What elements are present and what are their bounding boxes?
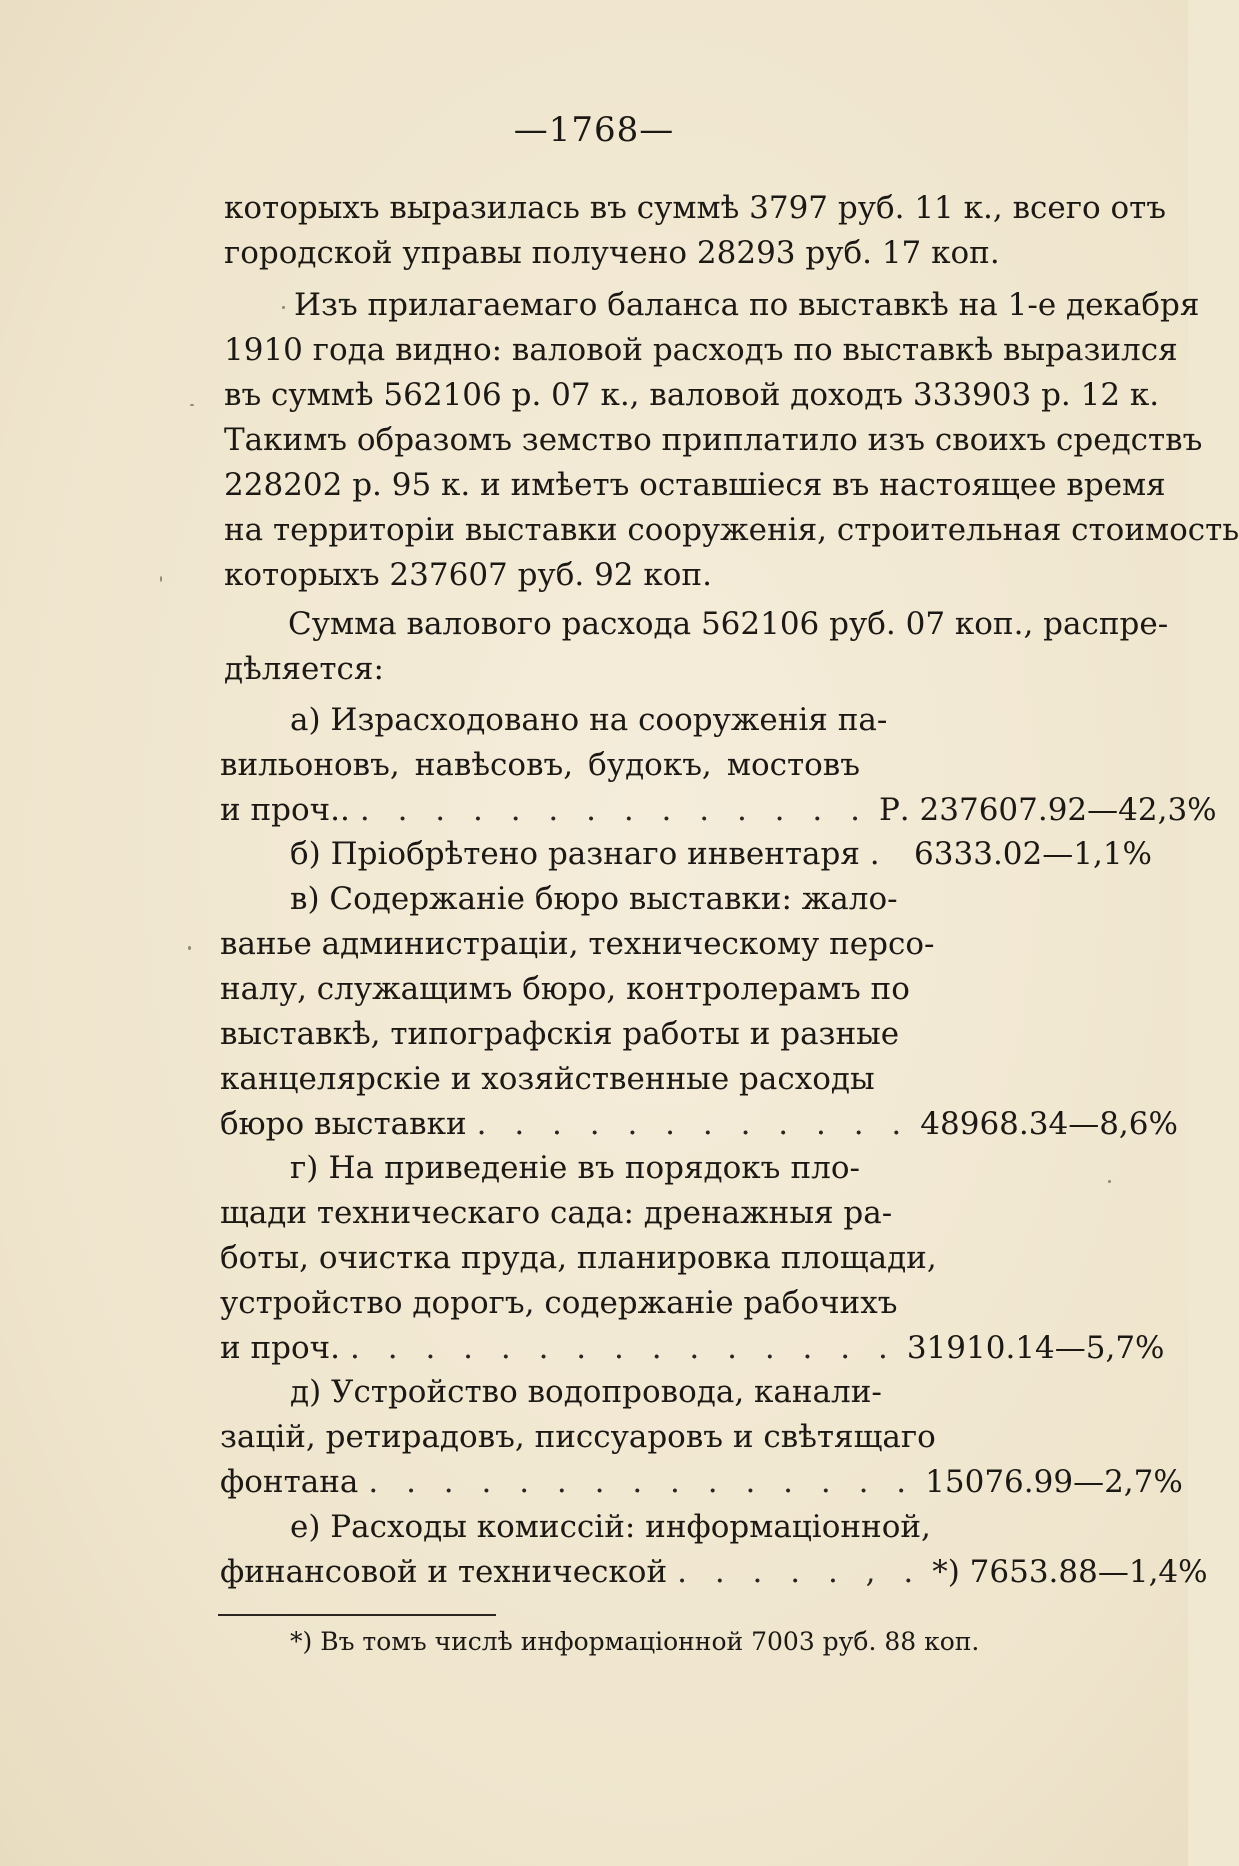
item-text-line: бюро выставки xyxy=(220,1106,467,1142)
item-text-line: и проч. xyxy=(220,1330,341,1366)
text-line: 1910 года видно: валовой расходъ по выставкѣ выразился xyxy=(224,332,1178,368)
item-text-line: налу, служащимъ бюро, контролерамъ по xyxy=(220,971,910,1007)
paper-speck xyxy=(190,404,194,406)
leader-dots: . . . . . . . . . . . . xyxy=(476,1106,911,1142)
item-text-line: ванье администраціи, техническому персо- xyxy=(220,926,935,962)
text-line: Изъ прилагаемаго баланса по выставкѣ на 1-е декабря xyxy=(294,287,1200,323)
leader-dots: . . . . . , . xyxy=(677,1554,923,1590)
item-total-row xyxy=(220,1326,1165,1371)
item-text-line: д) Устройство водопровода, канали- xyxy=(290,1374,882,1410)
paper-speck xyxy=(188,946,191,950)
paper-speck xyxy=(1108,1180,1111,1183)
item-text-line: выставкѣ, типографскія работы и разные xyxy=(220,1016,900,1052)
expense-item-e xyxy=(220,1505,1208,1595)
item-amount: Р. 237607.92—42,3% xyxy=(878,792,1217,828)
footnote-rule xyxy=(218,1614,496,1616)
item-total-row xyxy=(220,1460,1183,1505)
item-amount: *) 7653.88—1,4% xyxy=(932,1554,1208,1590)
item-total-row xyxy=(220,1102,1178,1147)
expense-item-b xyxy=(220,832,1152,877)
item-text-line: щади техническаго сада: дренажныя ра- xyxy=(220,1195,893,1231)
item-total-row xyxy=(220,1550,1208,1595)
item-text-line: фонтана xyxy=(220,1464,359,1500)
paragraph-balance xyxy=(224,283,1239,598)
footnote: *) Въ томъ числѣ информаціонной 7003 руб. 88 коп. xyxy=(290,1627,980,1656)
item-text-line: финансовой и технической xyxy=(220,1554,668,1590)
text-line: 228202 р. 95 к. и имѣетъ оставшіеся въ настоящее время xyxy=(224,467,1166,503)
item-text-line: канцелярскіе и хозяйственные расходы xyxy=(220,1061,875,1097)
expense-item-g xyxy=(220,1146,1165,1371)
item-amount: 31910.14—5,7% xyxy=(906,1330,1165,1366)
text-line: въ суммѣ 562106 р. 07 к., валовой доходъ 333903 р. 12 к. xyxy=(224,377,1160,413)
item-text-line: устройство дорогъ, содержаніе рабочихъ xyxy=(220,1285,898,1321)
text-line: Такимъ образомъ земство приплатило изъ своихъ средствъ xyxy=(224,422,1203,458)
item-total-row xyxy=(220,832,1152,877)
item-text-line: а) Израсходовано на сооруженія па- xyxy=(290,702,888,738)
text-line: которыхъ 237607 руб. 92 коп. xyxy=(224,557,712,593)
text-line: на территоріи выставки сооруженія, строительная стоимость xyxy=(224,512,1239,548)
expense-item-c xyxy=(220,877,1178,1147)
page-number: —1768— xyxy=(513,110,675,150)
item-text-line: зацій, ретирадовъ, писсуаровъ и свѣтящаго xyxy=(220,1419,936,1455)
text-line: которыхъ выразилась въ суммѣ 3797 руб. 11 к., всего отъ xyxy=(224,190,1167,226)
item-amount: 48968.34—8,6% xyxy=(920,1106,1178,1142)
text-line: дѣляется: xyxy=(224,651,384,687)
leader-dots: . . . . . . . . . . . . . . . xyxy=(368,1464,916,1500)
text-line: городской управы получено 28293 руб. 17 коп. xyxy=(224,235,1000,271)
paper-speck xyxy=(160,576,162,582)
text-line: Сумма валового расхода 562106 руб. 07 коп., распре- xyxy=(288,606,1169,642)
item-amount: 15076.99—2,7% xyxy=(925,1464,1183,1500)
item-amount: 6333.02—1,1% xyxy=(914,836,1152,872)
paper-speck xyxy=(282,306,285,309)
item-text-line: в) Содержаніе бюро выставки: жало- xyxy=(290,881,898,917)
item-text-line: г) На приведеніе въ порядокъ пло- xyxy=(290,1150,860,1186)
paragraph-distribution xyxy=(224,602,1169,692)
item-text-line: боты, очистка пруда, планировка площади, xyxy=(220,1240,937,1276)
leader-dots: . . . . . . . . . . . . . . . xyxy=(350,1330,897,1366)
expense-item-d xyxy=(220,1370,1183,1505)
item-text-line: вильоновъ, навѣсовъ, будокъ, мостовъ xyxy=(220,747,860,783)
item-text-line: б) Пріобрѣтено разнаго инвентаря . xyxy=(290,836,880,872)
item-text-line: и проч.. xyxy=(220,792,350,828)
expense-item-a xyxy=(220,698,1217,833)
leader-dots: . . . . . . . . . . . . . . xyxy=(359,792,869,828)
item-total-row xyxy=(220,788,1217,833)
paragraph-receipts xyxy=(224,186,1167,276)
item-text-line: е) Расходы комиссій: информаціонной, xyxy=(290,1509,931,1545)
